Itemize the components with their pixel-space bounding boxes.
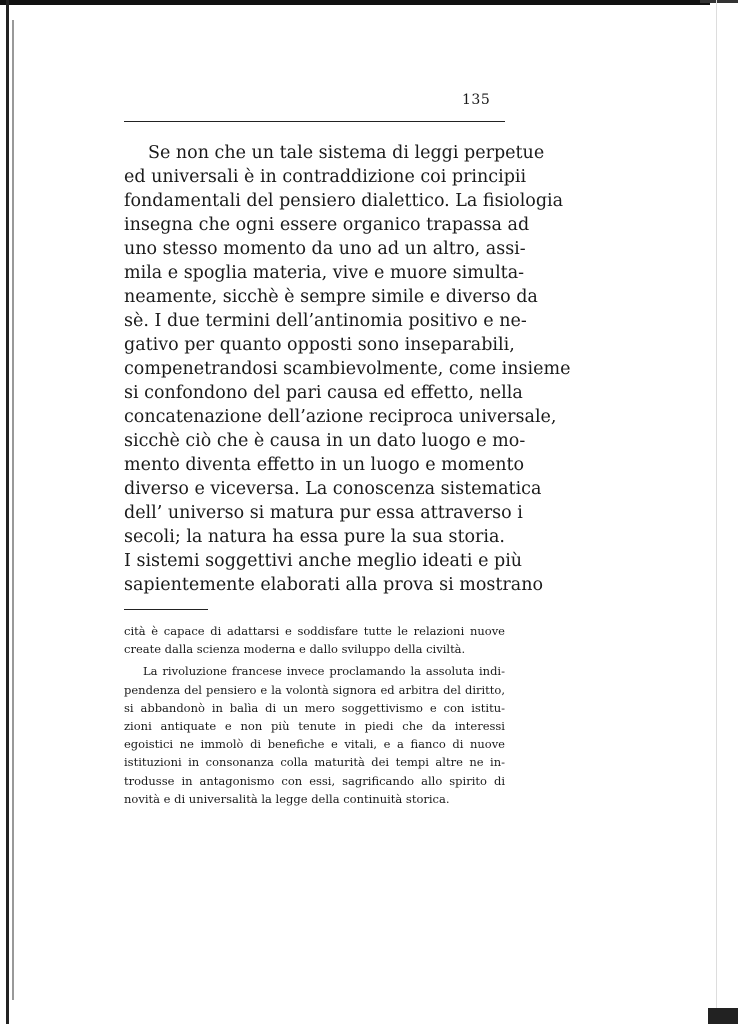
footnote-line: cità è capace di adattarsi e soddisfare tutte le relazioni nuove xyxy=(124,624,505,638)
body-line: sè. I due termini dell’antinomia positivo e ne- xyxy=(124,311,527,331)
page-number: 135 xyxy=(462,92,491,108)
body-line: si confondono del pari causa ed effetto, nella xyxy=(124,383,523,403)
body-line: insegna che ogni essere organico trapassa ad xyxy=(124,215,530,235)
footnote-line: trodusse in antagonismo con essi, sagrificando allo spirito di xyxy=(124,773,505,788)
footnote-line: create dalla scienza moderna e dallo sviluppo della civiltà. xyxy=(124,642,466,657)
footnotes xyxy=(124,622,505,808)
footnote-line: istituzioni in consonanza colla maturità dei tempi altre ne in- xyxy=(124,755,505,770)
body-line: concatenazione dell’azione reciproca universale, xyxy=(124,407,557,427)
scan-border-top-right xyxy=(700,0,738,3)
body-line: ed universali è in contraddizione coi principii xyxy=(124,167,527,187)
body-line: neamente, sicchè è sempre simile e diverso da xyxy=(124,287,538,307)
body-line: gativo per quanto opposti sono inseparabili, xyxy=(124,335,515,355)
header-rule xyxy=(124,121,505,122)
body-line: sicchè ciò che è causa in un dato luogo e mo- xyxy=(124,431,526,451)
body-line: mila e spoglia materia, vive e muore simulta- xyxy=(124,263,525,283)
footnote-line: La rivoluzione francese invece proclamando la assoluta indi- xyxy=(143,664,505,679)
footnote-line: novità e di universalità la legge della continuità storica. xyxy=(124,791,450,806)
body-line: diverso e viceversa. La conoscenza sistematica xyxy=(124,479,542,499)
scan-shadow-left xyxy=(12,20,14,1000)
body-line: I sistemi soggettivi anche meglio ideati e più xyxy=(124,551,523,571)
body-line: mento diventa effetto in un luogo e momento xyxy=(124,455,525,475)
body-line: secoli; la natura ha essa pure la sua storia. xyxy=(124,527,505,547)
body-line: dell’ universo si matura pur essa attraverso i xyxy=(124,503,523,523)
footnote-line: pendenza del pensiero e la volontà signora ed arbitra del diritto, xyxy=(124,682,505,697)
scan-border-right xyxy=(716,0,717,1024)
scan-border-left xyxy=(6,0,9,1024)
body-paragraph xyxy=(124,141,571,597)
scan-corner-mark xyxy=(708,1008,738,1024)
scan-border-top xyxy=(0,0,710,5)
footnote-line: egoistici ne immolò di benefiche e vitali, e a fianco di nuove xyxy=(124,737,505,752)
body-line: fondamentali del pensiero dialettico. La fisiologia xyxy=(124,191,564,211)
body-line: sapientemente elaborati alla prova si mostrano xyxy=(124,575,544,595)
body-line: Se non che un tale sistema di leggi perpetue xyxy=(148,143,545,163)
body-line: compenetrandosi scambievolmente, come insieme xyxy=(124,359,571,379)
footnote-line: zioni antiquate e non più tenute in piedi che da interessi xyxy=(124,718,505,733)
footnote-rule xyxy=(124,609,208,610)
footnote-line: si abbandonò in balìa di un mero soggettivismo e con istitu- xyxy=(124,700,505,715)
body-line: uno stesso momento da uno ad un altro, assi- xyxy=(124,239,526,259)
